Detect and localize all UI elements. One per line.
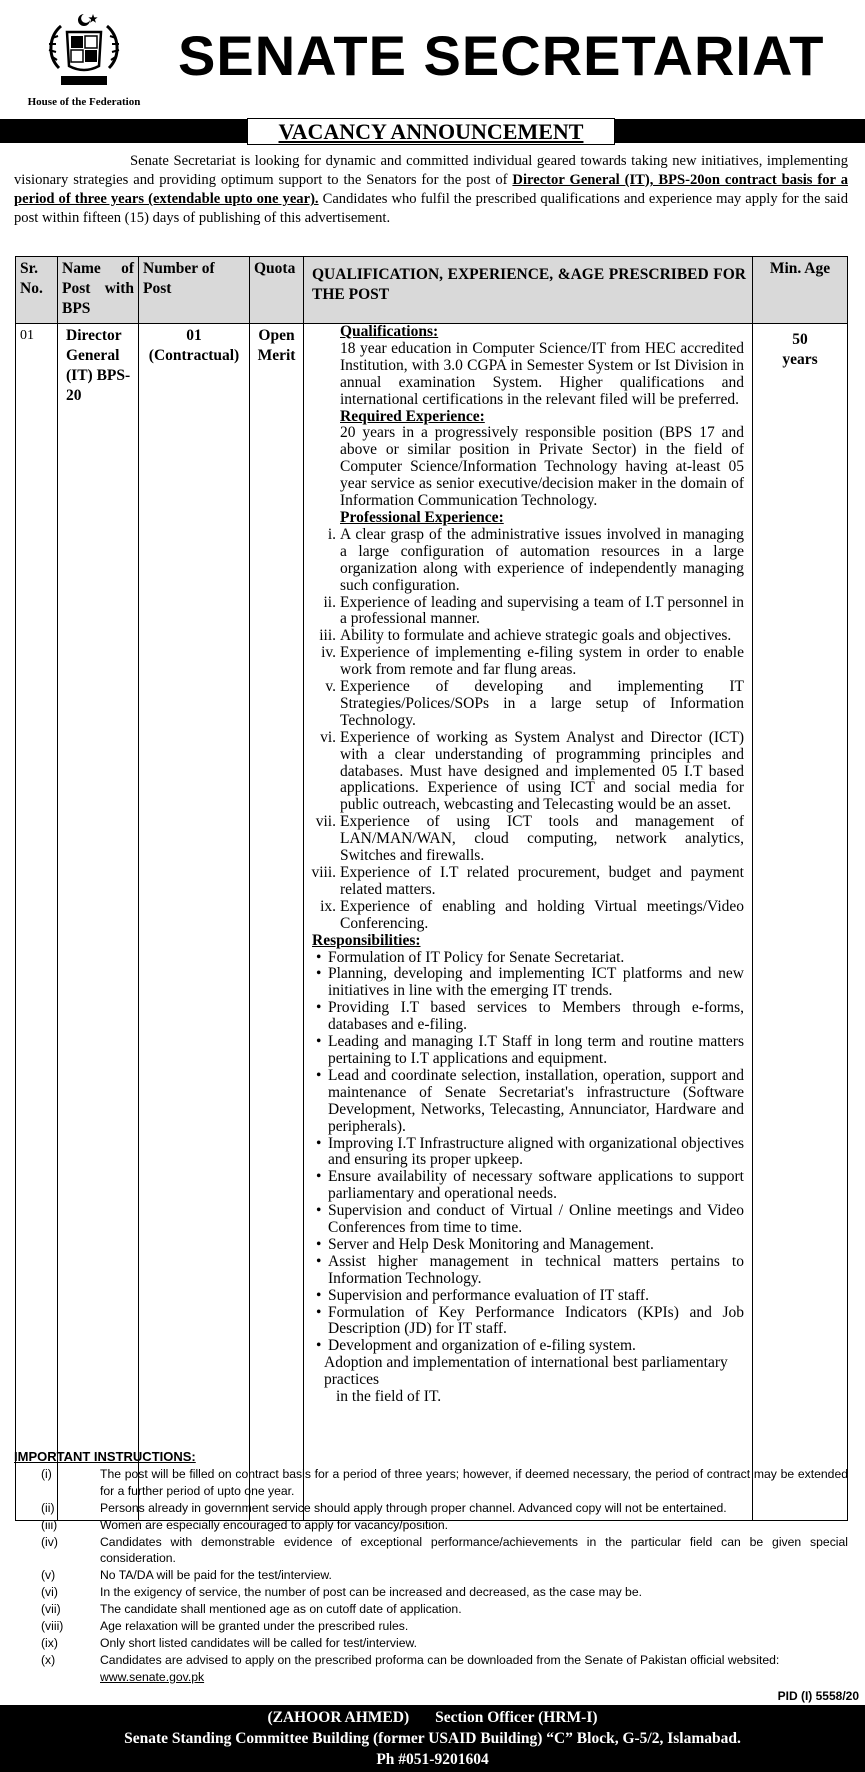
vacancy-table [15, 256, 848, 1521]
item-text: Improving I.T Infrastructure aligned with organizational objectives and ensuring its proper upkeep. [328, 1134, 744, 1169]
list-item [310, 1136, 744, 1170]
list-item [310, 1237, 744, 1254]
list-item [310, 1254, 744, 1288]
responsibilities-tail: Adoption and implementation of international best parliamentary practices [324, 1354, 728, 1389]
instruction-item [14, 1601, 848, 1618]
item-text: Experience of developing and implementing IT Strategies/Polices/SOPs in a large setup of Information Technology. [340, 678, 744, 729]
footer-designation: Section Officer (HRM-I) [435, 1709, 598, 1726]
item-number: iii. [319, 627, 336, 645]
table-header-row [16, 257, 848, 324]
list-item [310, 1338, 744, 1355]
footer [0, 1705, 865, 1772]
instruction-item [14, 1652, 848, 1686]
cell-sr [16, 324, 58, 1521]
bullet-icon: • [316, 1066, 322, 1084]
instruction-number: (i) [41, 1466, 52, 1481]
list-item [310, 1169, 744, 1203]
instruction-text: Women are especially encouraged to apply for vacancy/position. [100, 1517, 448, 1532]
item-text: Lead and coordinate selection, installation, operation, support and maintenance of Senate Secretariat's infrastructure (Software Development, Networks, Telecasting, Annunciator, Hardware and peripherals). [328, 1066, 744, 1135]
instruction-text: Only short listed candidates will be called for test/interview. [100, 1635, 418, 1650]
list-item [310, 645, 744, 679]
item-text: A clear grasp of the administrative issues involved in managing a large configuration of automation resources in a large organization along with experience of independently managing such configuration. [340, 525, 744, 594]
list-item [310, 730, 744, 815]
item-text: Experience of working as System Analyst and Director (ICT) with a clear understanding of programming principles and databases. Must have designed and implemented 05 I.T based applications. Experience of using ICT and social media for public outreach, webcasting and Telecasting would be an asset. [340, 728, 744, 814]
item-text: Server and Help Desk Monitoring and Management. [328, 1235, 654, 1253]
instruction-number: (iv) [41, 1534, 58, 1549]
responsibilities-title: Responsibilities: [312, 931, 421, 949]
instruction-item [14, 1534, 848, 1568]
instruction-item [14, 1517, 848, 1534]
bullet-icon: • [316, 999, 322, 1017]
responsibilities-tail-cont: in the field of IT. [336, 1388, 442, 1406]
instruction-item [14, 1635, 848, 1652]
cell-quota: Open Merit [250, 324, 304, 1521]
instruction-text: The candidate shall mentioned age as on cutoff date of application. [100, 1602, 462, 1617]
list-item [310, 814, 744, 865]
bullet-icon: • [316, 965, 322, 983]
instruction-item [14, 1500, 848, 1517]
bullet-icon: • [316, 1134, 322, 1152]
header-sr: Sr. No. [16, 257, 58, 324]
item-text: Assist higher management in technical matters pertains to Information Technology. [328, 1252, 744, 1287]
professional-experience-list [310, 527, 744, 933]
header-age: Min. Age [753, 257, 848, 324]
item-text: Experience of leading and supervising a team of I.T personnel in a professional manner. [340, 593, 744, 628]
page-title: SENATE SECRETARIAT [178, 24, 825, 87]
pid-number: PID (I) 5558/20 [777, 1689, 859, 1703]
header-number: Number of Post [139, 257, 250, 324]
item-text: Experience of using ICT tools and management of LAN/MAN/WAN, cloud computing, network analytics, Switches and firewalls. [340, 813, 744, 865]
list-item [310, 595, 744, 629]
list-item [310, 1034, 744, 1068]
bullet-icon: • [316, 1286, 322, 1304]
list-item [310, 1288, 744, 1305]
list-item [310, 950, 744, 967]
number-type: (Contractual) [148, 347, 240, 364]
professional-experience-title: Professional Experience: [340, 508, 504, 526]
instructions-list [14, 1466, 848, 1652]
instruction-number: (x) [41, 1652, 56, 1667]
required-experience-title: Required Experience: [340, 407, 485, 425]
instruction-number: (viii) [41, 1619, 64, 1634]
instruction-text: The post will be filled on contract basis for a period of three years; however, if deemed necessary, the period of contract may be extended for a further period of upto one year. [100, 1466, 848, 1498]
intro-post-highlight: Director General (IT), BPS-20on contract basis for a period of three years (extendable upto one year). [14, 172, 848, 207]
qualifications-title: Qualifications: [340, 323, 439, 340]
instruction-number: (vii) [41, 1602, 61, 1617]
intro-paragraph [14, 152, 848, 228]
intro-text: Senate Secretariat is looking for dynamic and committed individual geared towards taking new initiatives, implementing visionary strategies and providing optimum support to the Senators for the post of [14, 153, 848, 188]
item-text: Formulation of Key Performance Indicators (KPIs) and Job Description (JD) for IT staff. [328, 1303, 744, 1338]
bullet-icon: • [316, 948, 322, 966]
bullet-icon: • [316, 1303, 322, 1321]
item-text: Ability to formulate and achieve strategic goals and objectives. [340, 627, 732, 645]
number-value: 01 [186, 327, 202, 344]
item-number: iv. [321, 644, 336, 662]
cell-number [139, 324, 250, 1521]
instruction-number: (iii) [41, 1517, 58, 1532]
list-item [310, 1000, 744, 1034]
instruction-number: (v) [41, 1568, 56, 1583]
emblem-caption: House of the Federation [27, 96, 141, 108]
instructions-title: IMPORTANT INSTRUCTIONS: [14, 1449, 196, 1464]
website-link[interactable]: www.senate.gov.pk [100, 1669, 205, 1684]
senate-emblem [20, 8, 148, 112]
list-item [310, 899, 744, 933]
cell-qualification [304, 324, 753, 1521]
responsibilities-list [310, 950, 744, 1356]
bullet-icon: • [316, 1252, 322, 1270]
footer-name: (ZAHOOR AHMED) [267, 1709, 410, 1726]
item-number: viii. [311, 864, 336, 881]
header-post: Name of Post with BPS [58, 257, 139, 324]
header [0, 0, 865, 118]
bullet-icon: • [316, 1337, 322, 1355]
instruction-item [14, 1567, 848, 1584]
list-item [310, 1305, 744, 1339]
footer-signatory [0, 1707, 865, 1728]
item-text: Experience of implementing e-filing system in order to enable work from remote and far flung areas. [340, 644, 744, 679]
list-item [310, 865, 744, 899]
instruction-number: (ii) [41, 1500, 55, 1515]
qualifications-text: 18 year education in Computer Science/IT from HEC accredited Institution, with 3.0 CGPA in Semester System or Ist Division in annual examination System. Higher qualifications and international certifications in the relevant filed will be preferred. [340, 339, 744, 408]
item-text: Formulation of IT Policy for Senate Secretariat. [328, 948, 625, 966]
instruction-text: No TA/DA will be paid for the test/interview. [100, 1568, 332, 1583]
instruction-text: Candidates with demonstrable evidence of exceptional performance/achievements in the particular field can be given special consideration. [100, 1534, 848, 1566]
table-row [16, 324, 848, 1521]
age-unit: years [782, 351, 818, 368]
cell-post: Director General (IT) BPS-20 [58, 324, 139, 1521]
item-text: Development and organization of e-filing system. [328, 1337, 636, 1355]
item-number: i. [327, 525, 336, 543]
item-number: ix. [320, 897, 336, 915]
list-item [310, 1068, 744, 1136]
bullet-icon: • [316, 1202, 322, 1220]
bullet-icon: • [316, 1033, 322, 1051]
list-item [310, 966, 744, 1000]
footer-address: Senate Standing Committee Building (former USAID Building) “C” Block, G-5/2, Islamabad. [124, 1730, 741, 1747]
instruction-text: Candidates are advised to apply on the prescribed proforma can be downloaded from the Senate of Pakistan official websited: [100, 1652, 780, 1667]
instruction-text: Age relaxation will be granted under the prescribed rules. [100, 1619, 409, 1634]
instruction-number: (vi) [41, 1585, 58, 1600]
bullet-icon: • [316, 1168, 322, 1186]
instruction-item [14, 1618, 848, 1635]
item-text: Providing I.T based services to Members through e-forms, databases and e-filing. [328, 999, 744, 1034]
item-text: Ensure availability of necessary software applications to support parliamentary and operational needs. [328, 1168, 744, 1203]
item-number: v. [325, 678, 336, 696]
important-instructions [14, 1449, 848, 1686]
item-text: Experience of enabling and holding Virtual meetings/Video Conferencing. [340, 897, 744, 932]
item-text: Experience of I.T related procurement, budget and payment related matters. [340, 864, 744, 898]
intro-text-tail: Candidates who fulfil the prescribed qualifications and experience may apply for the said post within fifteen (15) days of publishing of this advertisement. [14, 191, 849, 226]
bullet-icon: • [316, 1235, 322, 1253]
list-item [310, 628, 744, 645]
list-item [310, 527, 744, 595]
item-number: vi. [320, 728, 336, 746]
required-experience-text: 20 years in a progressively responsible position (BPS 17 and above or similar position in Private Sector) in the field of Computer Science/Information Technology having at-least 05 year service as senior executive/decision maker in the domain of Information Communication Technology. [340, 424, 744, 510]
item-number: ii. [323, 593, 336, 611]
item-text: Planning, developing and implementing ICT platforms and new initiatives in line with the emerging IT trends. [328, 965, 744, 1000]
list-item [310, 679, 744, 730]
age-value: 50 [792, 331, 808, 348]
instruction-number: (ix) [41, 1635, 58, 1650]
instruction-text: In the exigency of service, the number of post can be increased and decreased, as the case may be. [100, 1585, 642, 1600]
footer-phone: Ph #051-9201604 [376, 1751, 489, 1768]
item-text: Leading and managing I.T Staff in long term and routine matters pertaining to I.T applications and equipment. [328, 1033, 744, 1067]
item-number: vii. [315, 813, 336, 831]
item-text: Supervision and conduct of Virtual / Online meetings and Video Conferences from time to time. [328, 1202, 744, 1237]
cell-age [753, 324, 848, 1521]
instruction-item [14, 1584, 848, 1601]
vacancy-heading: VACANCY ANNOUNCEMENT [247, 118, 615, 145]
instruction-item [14, 1466, 848, 1500]
header-qualification: QUALIFICATION, EXPERIENCE, &AGE PRESCRIBED FOR THE POST [304, 257, 753, 324]
senate-emblem-icon [41, 8, 127, 94]
instruction-text: Persons already in government service should apply through proper channel. Advanced copy will not be entertained. [100, 1500, 727, 1515]
sr-value: 01 [20, 328, 34, 343]
item-text: Supervision and performance evaluation of IT staff. [328, 1286, 649, 1304]
list-item [310, 1203, 744, 1237]
header-quota: Quota [250, 257, 304, 324]
